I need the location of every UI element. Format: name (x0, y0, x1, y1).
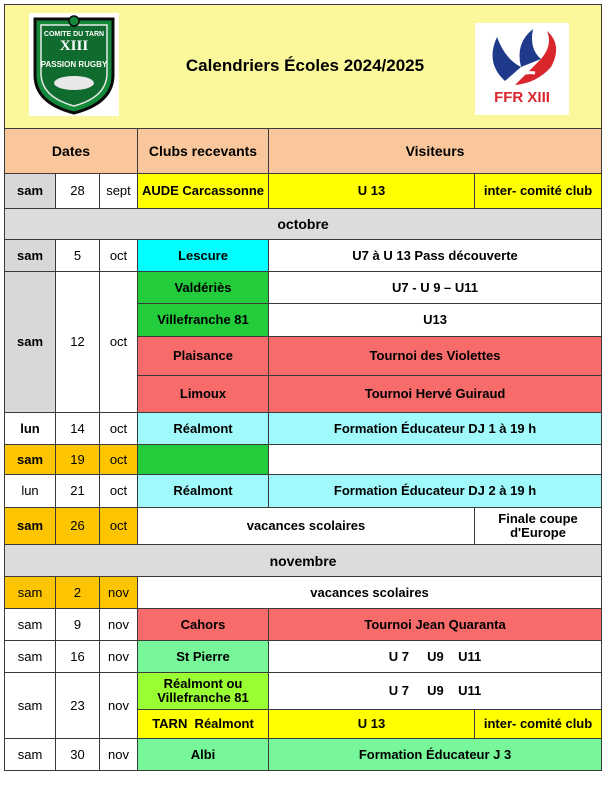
logo-text-line2: XIII (59, 38, 89, 54)
club-cell: St Pierre (138, 641, 269, 673)
date-number-cell: 5 (56, 240, 100, 272)
date-number-cell: 21 (56, 475, 100, 508)
table-row (5, 508, 602, 545)
club-cell: Limoux (138, 376, 269, 413)
visitor-cell: Tournoi Jean Quaranta (269, 609, 602, 641)
month-cell: oct (100, 240, 138, 272)
day-cell: sam (5, 673, 56, 739)
visitors-header: Visiteurs (269, 129, 602, 174)
day-cell: sam (5, 174, 56, 209)
visitor-cell: U 7 U9 U11 (269, 641, 602, 673)
dates-header: Dates (5, 129, 138, 174)
logo-text-line3: PASSION RUGBY (40, 60, 108, 69)
visitor-cell: U 13 (269, 174, 475, 209)
date-number-cell: 9 (56, 609, 100, 641)
visitor-cell (269, 445, 602, 475)
table-row (5, 641, 602, 673)
ffr-xiii-logo (475, 23, 569, 115)
month-cell: oct (100, 413, 138, 445)
month-cell: oct (100, 272, 138, 413)
month-cell: nov (100, 739, 138, 771)
day-cell: sam (5, 240, 56, 272)
page-title: Calendriers Écoles 2024/2025 (185, 56, 425, 75)
day-cell: sam (5, 272, 56, 413)
month-label: novembre (5, 545, 602, 577)
club-cell: Réalmont ou Villefranche 81 (138, 673, 269, 710)
club-cell: Cahors (138, 609, 269, 641)
visitor-cell: U7 à U 13 Pass découverte (269, 240, 602, 272)
calendar-table (4, 4, 602, 771)
month-cell: oct (100, 508, 138, 545)
visitor-cell: Tournoi Hervé Guiraud (269, 376, 602, 413)
extra-cell: inter- comité club (475, 710, 602, 739)
visitor-cell: Formation Éducateur DJ 1 à 19 h (269, 413, 602, 445)
month-cell: nov (100, 609, 138, 641)
header-row (5, 5, 602, 129)
table-row (5, 673, 602, 710)
club-cell: Réalmont (138, 475, 269, 508)
date-number-cell: 14 (56, 413, 100, 445)
month-cell: nov (100, 577, 138, 609)
table-row (5, 445, 602, 475)
date-number-cell: 12 (56, 272, 100, 413)
comite-tarn-logo (29, 13, 119, 116)
table-row (5, 272, 602, 304)
visitor-cell: U13 (269, 304, 602, 337)
logo-text-line1: COMITE DU TARN (43, 31, 105, 38)
rooster-icon (475, 23, 569, 93)
header-cell (5, 5, 602, 129)
club-cell: TARN Réalmont (138, 710, 269, 739)
month-row-october (5, 209, 602, 240)
visitor-cell: U 13 (269, 710, 475, 739)
date-number-cell: 2 (56, 577, 100, 609)
month-cell: nov (100, 673, 138, 739)
day-cell: sam (5, 577, 56, 609)
table-row (5, 475, 602, 508)
extra-cell: inter- comité club (475, 174, 602, 209)
day-cell: sam (5, 508, 56, 545)
table-row (5, 174, 602, 209)
day-cell: sam (5, 445, 56, 475)
club-cell (138, 445, 269, 475)
club-cell: Réalmont (138, 413, 269, 445)
column-header-row (5, 129, 602, 174)
month-row-november (5, 545, 602, 577)
club-cell: Lescure (138, 240, 269, 272)
clubs-header: Clubs recevants (138, 129, 269, 174)
table-row (5, 577, 602, 609)
visitor-cell: Formation Éducateur DJ 2 à 19 h (269, 475, 602, 508)
table-row (5, 739, 602, 771)
club-cell: Valdériès (138, 272, 269, 304)
visitor-cell: Formation Éducateur J 3 (269, 739, 602, 771)
extra-cell: Finale coupe d'Europe (475, 508, 602, 545)
day-cell: sam (5, 609, 56, 641)
day-cell: sam (5, 739, 56, 771)
club-cell: Albi (138, 739, 269, 771)
table-row (5, 413, 602, 445)
day-cell: lun (5, 475, 56, 508)
visitor-cell: U7 - U 9 – U11 (269, 272, 602, 304)
table-row (5, 240, 602, 272)
club-cell: vacances scolaires (138, 508, 475, 545)
visitor-cell: Tournoi des Violettes (269, 337, 602, 376)
day-cell: lun (5, 413, 56, 445)
day-cell: sam (5, 641, 56, 673)
month-label: octobre (5, 209, 602, 240)
ffr-logo-text: FFR XIII (494, 89, 550, 106)
table-row (5, 609, 602, 641)
club-cell: Villefranche 81 (138, 304, 269, 337)
date-number-cell: 23 (56, 673, 100, 739)
visitor-cell: U 7 U9 U11 (269, 673, 602, 710)
club-cell: AUDE Carcassonne (138, 174, 269, 209)
month-cell: oct (100, 475, 138, 508)
month-cell: oct (100, 445, 138, 475)
date-number-cell: 26 (56, 508, 100, 545)
date-number-cell: 28 (56, 174, 100, 209)
date-number-cell: 19 (56, 445, 100, 475)
club-cell: vacances scolaires (138, 577, 602, 609)
month-cell: nov (100, 641, 138, 673)
club-cell: Plaisance (138, 337, 269, 376)
date-number-cell: 30 (56, 739, 100, 771)
date-number-cell: 16 (56, 641, 100, 673)
month-cell: sept (100, 174, 138, 209)
